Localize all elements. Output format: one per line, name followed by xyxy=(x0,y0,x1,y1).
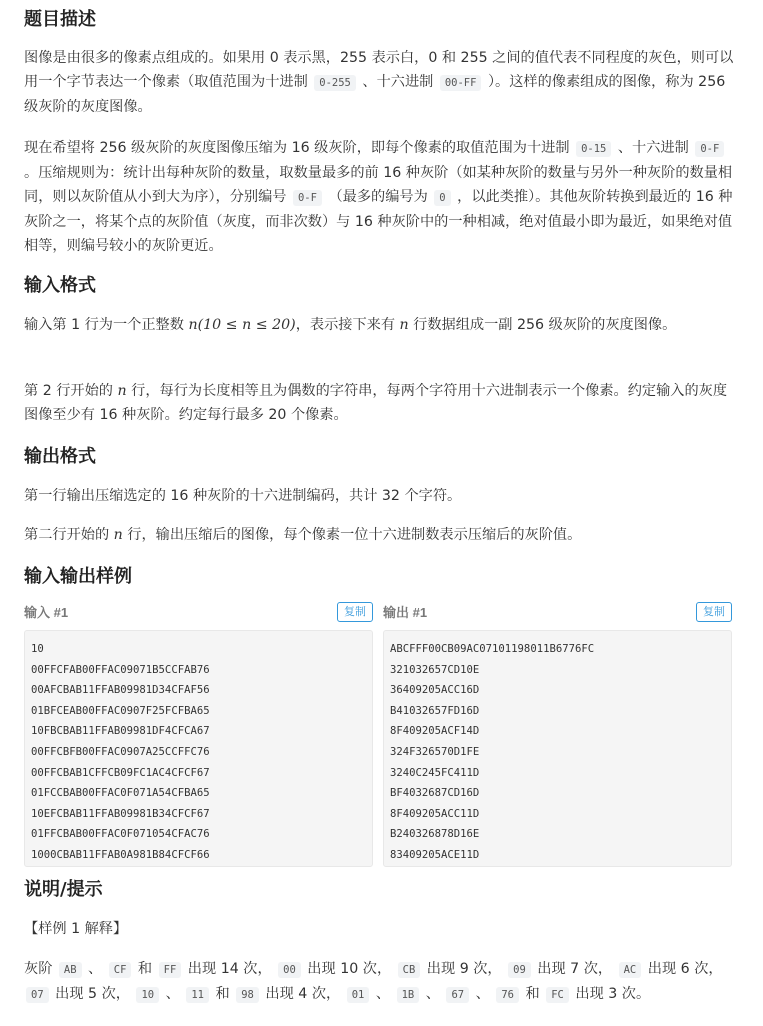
hint-explanation: 灰阶 AB 、 CF 和 FF 出现 14 次， 00 出现 10 次， CB 出现 9 次， 09 出现 7 次， AC 出现 6 次， 07 出现 5 次， 10 、 11 和 98 出现 4 次， 01 、 1B 、 67 、 76 和 FC 出现 3 次。 xyxy=(24,961,723,1002)
copy-input-button[interactable]: 复制 xyxy=(337,602,373,622)
sample-output-content: ABCFFF00CB09AC07101198011B6776FC 321032657CD10E 36409205ACC16D B41032657FD16D 8F409205ACF14D 324F326570D1FE 3240C245FC411D BF4032687CD16D 8F409205ACC11D B240326878D16E 83409205ACE11D xyxy=(383,630,732,867)
inline-code: 0-F xyxy=(695,141,724,157)
description-paragraph-1: 图像是由很多的像素点组成的。如果用 0 表示黑，255 表示白，0 和 255 之间的值代表不同程度的灰色，则可以用一个字节表达一个像素（取值范围为十进制 0-255 、十六进制 00-FF ）。这样的像素组成的图像，称为 256 级灰阶的灰度图像。 xyxy=(24,50,734,115)
section-title-samples: 输入输出样例 xyxy=(24,566,132,587)
section-title-input-format: 输入格式 xyxy=(24,275,96,296)
section-title-description: 题目描述 xyxy=(24,9,96,30)
inline-code: 00-FF xyxy=(440,75,482,91)
input-format-paragraph-1: 输入第 1 行为一个正整数 n(10 ≤ n ≤ 20)，表示接下来有 n 行数据组成一副 256 级灰阶的灰度图像。 xyxy=(24,317,677,333)
inline-code: 0 xyxy=(434,190,450,206)
inline-code: 0-15 xyxy=(576,141,611,157)
sample-input-label: 输入 #1 xyxy=(24,605,69,620)
description-paragraph-2: 现在希望将 256 级灰阶的灰度图像压缩为 16 级灰阶，即每个像素的取值范围为十进制 0-15 、十六进制 0-F 。压缩规则为：统计出每种灰阶的数量，取数量最多的前 16 种灰阶（如某种灰阶的数量与另外一种灰阶的数量相同，则以灰阶值从小到大为序），分别编号 0-F （最多的编号为 0 ，以此类推）。其他灰阶转换到最近的 16 种灰阶之一，将某个点的灰阶值（灰度，而非次数）与 16 种灰阶中的一种相减，绝对值最小即为最近，如果绝对值相等，则编号较小的灰阶更近。 xyxy=(24,140,733,254)
hint-example-title: 【样例 1 解释】 xyxy=(24,921,128,937)
section-title-hint: 说明/提示 xyxy=(24,879,103,900)
output-format-paragraph-2: 第二行开始的 n 行，输出压缩后的图像，每个像素一位十六进制数表示压缩后的灰阶值。 xyxy=(24,527,582,543)
input-format-paragraph-2: 第 2 行开始的 n 行，每行为长度相等且为偶数的字符串，每两个字符用十六进制表示一个像素。约定输入的灰度图像至少有 16 种灰阶。约定每行最多 20 个像素。 xyxy=(24,383,728,423)
sample-output-panel xyxy=(383,600,732,867)
section-title-output-format: 输出格式 xyxy=(24,446,96,467)
inline-code: 0-255 xyxy=(314,75,356,91)
sample-input-content: 10 00FFCFAB00FFAC09071B5CCFAB76 00AFCBAB11FFAB09981D34CFAF56 01BFCEAB00FFAC0907F25FCFBA65 10FBCBAB11FFAB09981DF4CFCA67 00FFCBFB00FFAC0907A25CCFFC76 00FFCBAB1CFFCB09FC1AC4CFCF67 01FCCBAB00FFAC0F071A54CFBA65 10EFCBAB11FFAB09981B34CFCF67 01FFCBAB00FFAC0F071054CFAC76 1000CBAB11FFAB0A981B84CFCF66 xyxy=(24,630,373,867)
math-n-range: n(10 ≤ n ≤ 20) xyxy=(188,317,296,333)
inline-code: 0-F xyxy=(293,190,322,206)
copy-output-button[interactable]: 复制 xyxy=(696,602,732,622)
sample-output-label: 输出 #1 xyxy=(383,605,428,620)
sample-input-panel xyxy=(24,600,373,867)
output-format-paragraph-1: 第一行输出压缩选定的 16 种灰阶的十六进制编码，共计 32 个字符。 xyxy=(24,488,462,504)
